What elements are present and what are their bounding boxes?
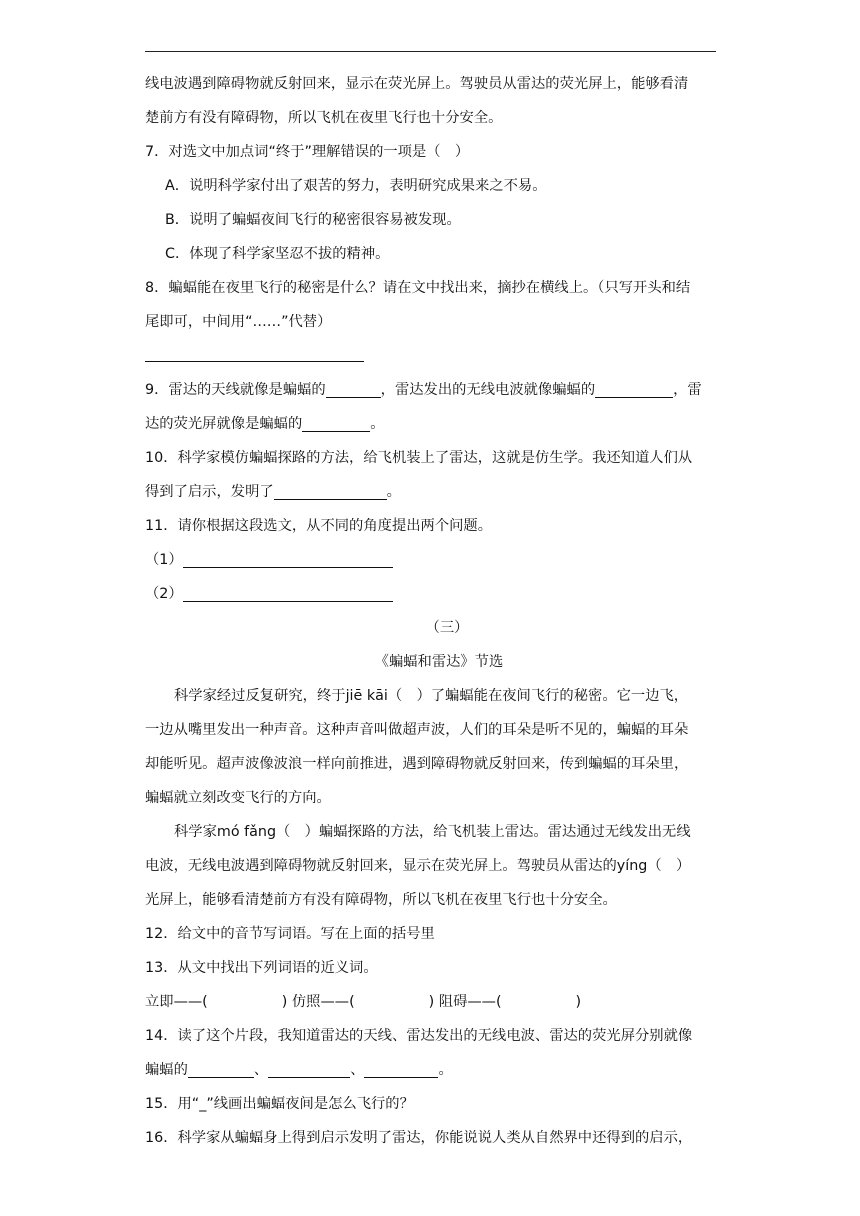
passage-text: （ ）蝙蝠探路的方法，给飞机装上雷达。雷达通过无线发出无线: [276, 824, 691, 840]
worksheet-content: [145, 67, 725, 1155]
passage-line: [145, 849, 725, 883]
question-8-answer-area: [145, 339, 725, 373]
answer-blank[interactable]: [188, 1059, 254, 1078]
synonym-item: ) 仿照——(: [281, 994, 355, 1010]
question-14-line-1: 14．读了这个片段，我知道雷达的天线、雷达发出的无线电波、雷达的荧光屏分别就像: [145, 1028, 693, 1044]
answer-blank[interactable]: [268, 1059, 350, 1078]
passage-text: 科学家经过反复研究，终于: [174, 688, 346, 704]
question-15: 15．用“_”线画出蝙蝠夜间是怎么飞行的？: [145, 1096, 414, 1112]
question-16: 16．科学家从蝙蝠身上得到启示发明了雷达，你能说说人类从自然界中还得到的启示，: [145, 1130, 693, 1146]
sub-label: （1）: [145, 552, 183, 568]
question-9-text: ，雷: [673, 382, 702, 398]
question-10-text: 得到了启示，发明了: [145, 484, 274, 500]
passage-paragraph-1: [145, 679, 725, 713]
answer-blank[interactable]: [274, 481, 387, 500]
question-7-option-b: B．说明了蝙蝠夜间飞行的秘密很容易被发现。: [165, 212, 461, 228]
answer-blank[interactable]: [302, 413, 370, 432]
passage-text: （ ）: [647, 858, 691, 874]
answer-blank[interactable]: [183, 549, 393, 568]
synonym-item: ): [575, 994, 582, 1010]
passage-text: （ ）了蝙蝠能在夜间飞行的秘密。它一边飞，: [387, 688, 689, 704]
question-9-line-2: [145, 407, 725, 441]
passage-line: 线电波遇到障碍物就反射回来，显示在荧光屏上。驾驶员从雷达的荧光屏上，能够看清: [145, 76, 689, 92]
question-12: 12．给文中的音节写词语。写在上面的括号里: [145, 926, 435, 942]
header-rule: [145, 51, 716, 52]
sub-label: （2）: [145, 586, 183, 602]
question-8-line-2: 尾即可，中间用“……”代替）: [145, 314, 332, 330]
section-number: （三）: [425, 620, 469, 636]
answer-blank[interactable]: [364, 1059, 438, 1078]
question-10-line-2: [145, 475, 725, 509]
question-9-text: 达的荧光屏就像是蝙蝠的: [145, 416, 303, 432]
pinyin: jiē kāi: [345, 688, 388, 704]
pinyin: mó fǎng: [216, 824, 277, 840]
passage-text: 科学家: [174, 824, 217, 840]
passage-paragraph-2: [145, 815, 725, 849]
answer-line[interactable]: [145, 361, 364, 362]
question-14-text: 。: [438, 1062, 453, 1078]
question-7-option-a: A．说明科学家付出了艰苦的努力，表明研究成果来之不易。: [165, 178, 547, 194]
passage-line: 一边从嘴里发出一种声音。这种声音叫做超声波，人们的耳朵是听不见的，蝙蝠的耳朵: [145, 722, 689, 738]
question-13-stem: 13．从文中找出下列词语的近义词。: [145, 960, 378, 976]
question-13-words: [145, 985, 725, 1019]
synonym-item: ) 阻碍——(: [428, 994, 502, 1010]
question-8-line-1: 8．蝙蝠能在夜里飞行的秘密是什么？请在文中找出来，摘抄在横线上。（只写开头和结: [145, 280, 691, 296]
question-7-option-c: C．体现了科学家坚忍不拔的精神。: [165, 246, 390, 262]
passage-line: 光屏上，能够看清楚前方有没有障碍物，所以飞机在夜里飞行也十分安全。: [145, 892, 617, 908]
answer-blank[interactable]: [595, 379, 673, 398]
question-14-line-2: [145, 1053, 725, 1087]
question-14-text: 、: [350, 1062, 365, 1078]
question-9-text: 。: [370, 416, 385, 432]
question-11-stem: 11．请你根据这段选文，从不同的角度提出两个问题。: [145, 518, 493, 534]
question-11-sub-2: [145, 577, 725, 611]
section-title: 《蝙蝠和雷达》节选: [374, 654, 504, 670]
question-10-line-1: 10．科学家模仿蝙蝠探路的方法，给飞机装上了雷达，这就是仿生学。我还知道人们从: [145, 450, 693, 466]
question-7-stem: 7．对选文中加点词“终于”理解错误的一项是（ ）: [145, 144, 470, 160]
question-9-text: 9．雷达的天线就像是蝙蝠的: [145, 382, 326, 398]
passage-line: 却能听见。超声波像波浪一样向前推进，遇到障碍物就反射回来，传到蝙蝠的耳朵里，: [145, 756, 689, 772]
passage-line: 蝙蝠就立刻改变飞行的方向。: [145, 790, 331, 806]
passage-text: 电波，无线电波遇到障碍物就反射回来，显示在荧光屏上。驾驶员从雷达的: [145, 858, 617, 874]
answer-blank[interactable]: [183, 583, 393, 602]
question-14-text: 蝙蝠的: [145, 1062, 188, 1078]
pinyin: yíng: [616, 858, 648, 874]
question-11-sub-1: [145, 543, 725, 577]
question-14-text: 、: [253, 1062, 269, 1078]
answer-blank[interactable]: [326, 379, 381, 398]
question-9-line-1: [145, 373, 725, 407]
question-10-text: 。: [386, 484, 401, 500]
passage-line: 楚前方有没有障碍物，所以飞机在夜里飞行也十分安全。: [145, 110, 503, 126]
synonym-item: 立即——(: [145, 994, 208, 1010]
question-9-text: ，雷达发出的无线电波就像蝙蝠的: [380, 382, 596, 398]
